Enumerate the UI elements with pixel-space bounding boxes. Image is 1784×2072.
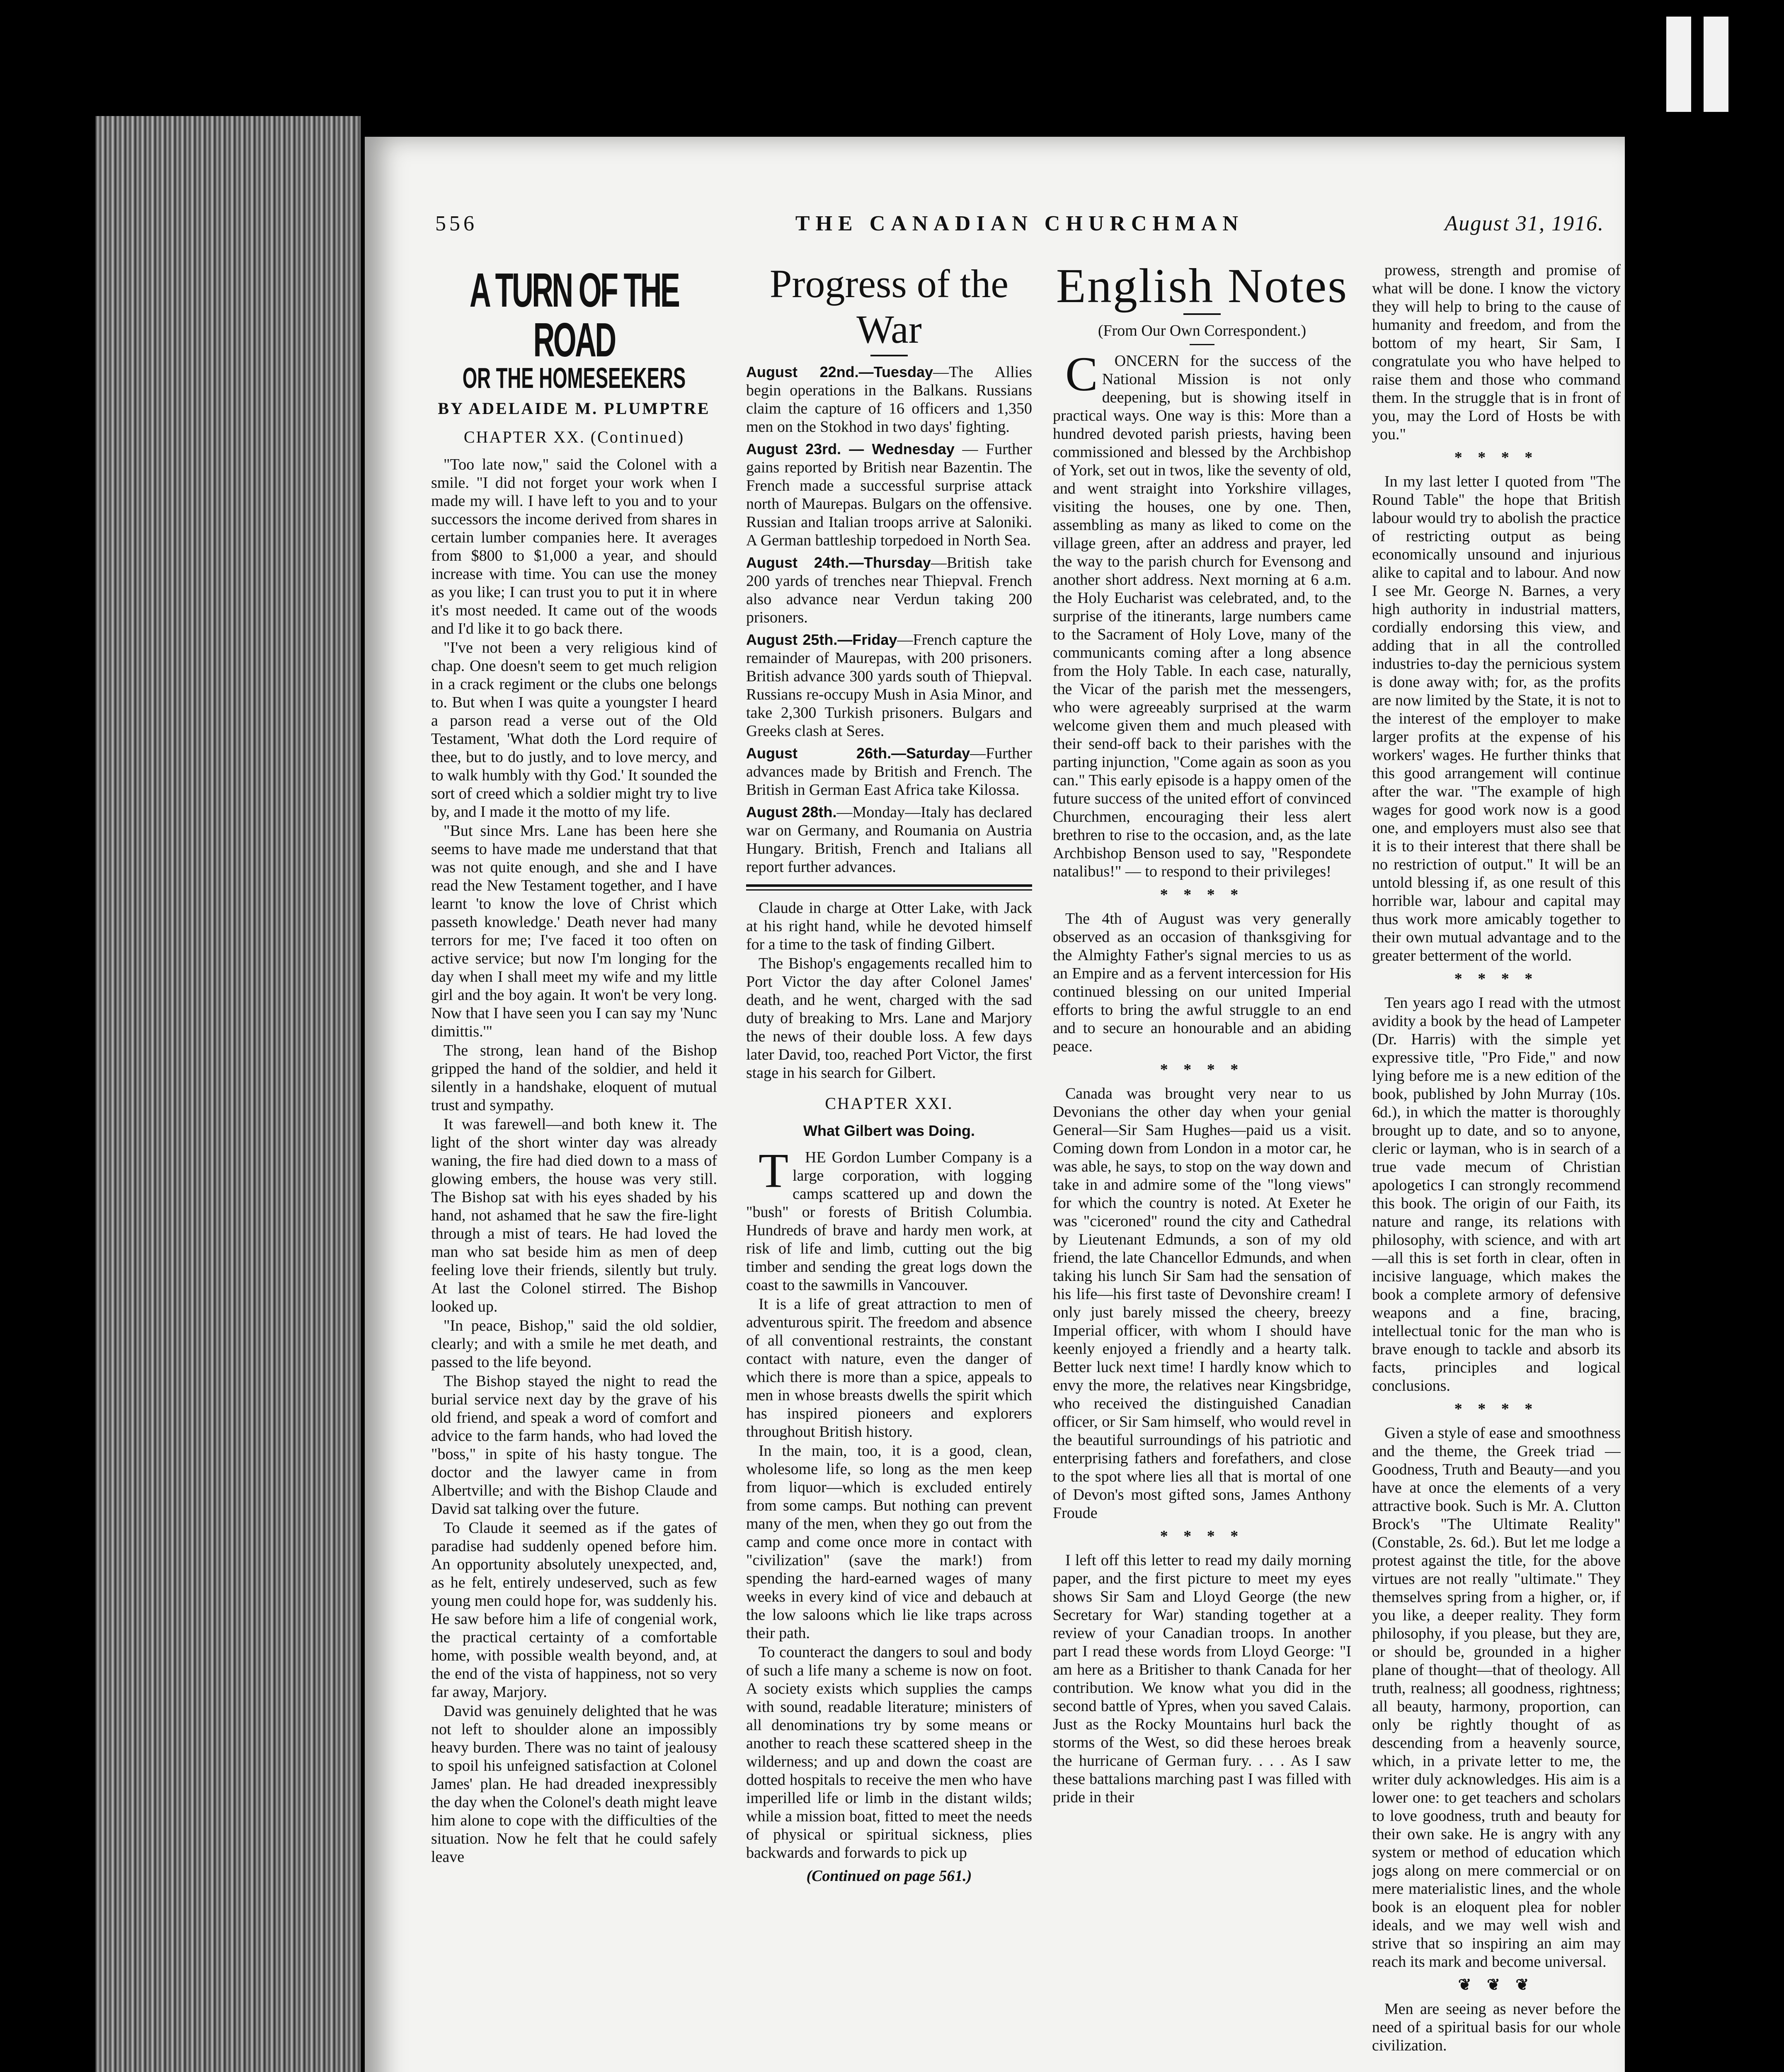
war-item-date: August 25th.—Friday <box>746 631 897 648</box>
story-subtitle: OR THE HOMESEEKERS <box>462 362 686 394</box>
publication-title: THE CANADIAN CHURCHMAN <box>795 212 1244 235</box>
notes-body-continued <box>1372 261 1621 1971</box>
chapter-heading-2: CHAPTER XXI. <box>825 1094 953 1113</box>
war-item <box>746 554 1032 627</box>
war-item-text: —British take 200 yards of trenches near Thiepval. French also advance near Verdun taking 200 prisoners. <box>746 554 1032 626</box>
story-column <box>431 261 717 2072</box>
title-rule <box>870 355 908 356</box>
paragraph: CONCERN for the success of the National Mission is not only deepening, but is showing itself in practical ways. One way is this: More than a hundred devoted parish priests, having been commissioned and blessed by the Archbishop of York, set out in twos, like the seventy of old, and went straight into Yorkshire villages, visiting the houses, one by one. Then, assembling as many as liked to come on the village green, after an address and prayer, led the way to the parish church for Evensong and another short address. Next morning at 6 a.m. the Holy Eucharist was celebrated, and, to the surprise of the itinerants, large numbers came to the Sacrament of Holy Love, many of the communicants coming after a long absence from the Holy Table. In each case, naturally, the Vicar of the parish met the messengers, who were agreeably surprised at the warm welcome given them and much pleased with their send-off back to their parishes with the parting injunction, "Come again as soon as you can." This early episode is a happy omen of the future success of the united effort of convinced Churchmen, encouraging their less alert brethren to rise to the occasion, and, as the late Archbishop Benson used to say, "Respondete natalibus!" — to respond to their privileges! <box>1053 347 1351 880</box>
issue-date: August 31, 1916. <box>1445 212 1604 235</box>
paragraph: In the main, too, it is a good, clean, wholesome life, so long as the men keep from liquor—which is excluded entirely from some camps. But nothing can prevent many of the men, when they go out from the camp and come once more in contact with "civilization" (save the mark!) from spending the hard-earned wages of many weeks in every kind of vice and debauch at the low saloons which lie like traps across their path. <box>746 1442 1032 1642</box>
war-title: Progress of the War <box>770 261 1008 351</box>
paragraph: In my last letter I quoted from "The Round Table" the hope that British labour would try to abolish the practice of restricting output as being economically unsound and injurious alike to capital and to labour. And now I see Mr. George N. Barnes, a very high authority in industrial matters, cordially endorsing this view, and adding that in all the controlled industries to-day the pernicious system is done away with; for, as the profits are now limited by the State, it is not to the interest of the employer to make larger profits at the expense of his workers' wages. He further thinks that this good arrangement will continue after the war. "The example of high wages for good work now is a good one, and employers must also see that it is to their interest that there shall be no restriction of output." It will be an untold blessing if, as one result of this horrible war, labour and capital may thus work more amicably together to their own mutual advantage and to the greater betterment of the world. <box>1372 473 1621 964</box>
war-column <box>746 261 1032 2072</box>
scan-margin-bar <box>1666 17 1691 112</box>
notes-body <box>1053 347 1351 1806</box>
paragraph: It is a life of great attraction to men of adventurous spirit. The freedom and absence of all conventional restraints, the constant contact with nature, even the danger of which there is more than a spice, appeals to men in whose breasts dwells the spirit which has inspired pioneers and explorers throughout British history. <box>746 1295 1032 1440</box>
correspondent-line: (From Our Own Correspondent.) <box>1098 322 1306 339</box>
story-title: A TURN OF THE ROAD <box>469 263 679 367</box>
chapter-heading: CHAPTER XX. (Continued) <box>463 428 685 446</box>
war-item-date: August 23rd. — Wednesday <box>746 441 955 457</box>
war-item-date: August 22nd.—Tuesday <box>746 363 933 380</box>
paragraph: prowess, strength and promise of what will be done. I know the victory they will help to bring to the cause of humanity and freedom, and from the bottom of my heart, Sir Sam, I congratulate you who have helped to raise them and those who command them. In the struggle that is in front of you, may the Lord of Hosts be with you." <box>1372 261 1621 443</box>
title-rule <box>1183 313 1221 315</box>
paragraph: To counteract the dangers to soul and body of such a life many a scheme is now on foot. A society exists which supplies the camps with sound, readable literature; ministers of all denominations try by some means or another to reach these scattered sheep in the wilderness; and up and down the coast are dotted hospitals to receive the men who have imperilled life or limb in the distant wilds; while a mission boat, fitted to meet the needs of physical or spiritual sickness, plies backwards and forwards to pick up <box>746 1644 1032 1861</box>
paragraph: "Too late now," said the Colonel with a smile. "I did not forget your work when I made my will. I have left to you and to your successors the income derived from shares in certain lumber companies here. It averages from $800 to $1,000 a year, and should increase with time. You can use the money as you like; I can trust you to put it in where it's most needed. It came out of the woods and I'd like it to go back there. <box>431 456 717 637</box>
paragraph: "But since Mrs. Lane has been here she seems to have made me understand that that was not quite enough, and she and I have read the New Testament together, and I have learnt 'to know the love of Christ which passeth knowledge.' Death never had many terrors for me; I've faced it too often on active service; but now I'm longing for the day when I shall meet my wife and my little girl and the boy again. It won't be very long. Now that I have seen you I can say my 'Nunc dimittis.'" <box>431 822 717 1040</box>
war-item-text: — Further gains reported by British near Bazentin. The French made a successful surprise attack north of Maurepas. Bulgars on the offensive. Russian and Italian troops arrive at Saloniki. A German battleship torpedoed in North Sea. <box>746 441 1032 549</box>
paragraph: David was genuinely delighted that he was not left to shoulder alone an impossibly heavy burden. There was no taint of jealousy to spoil his unfeigned satisfaction at Colonel James' plan. He had dreaded inexpressibly the day when the Colonel's death might leave him alone to cope with the difficulties of the situation. Now he felt that he could safely leave <box>431 1702 717 1866</box>
paragraph: Given a style of ease and smoothness and the theme, the Greek triad —Goodness, Truth and Beauty—and you have at once the elements of a very attractive book. Such is Mr. A. Clutton Brock's "The Ultimate Reality" (Constable, 2s. 6d.). But let me lodge a protest against the title, for the above virtues are not really "ultimate." They themselves spring from a higher, or, if you like, a deeper reality. They form philosophy, if you please, but they are, or should be, grounded in a higher plane of thought—that of theology. All truth, realness; all goodness, rightness; all beauty, harmony, proportion, can only be rightly thought of as descending from a heavenly source, which, in a private letter to me, the writer duly acknowledges. His aim is a lower one: to get teachers and scholars to love goodness, truth and beauty for their own sake. He is angry with any system or method of education which jogs along on mere commercial or on mere materialistic lines, and the whole book is an eloquent plea for nobler ideals, and we may well wish and strive that so inspiring an aim may reach its mark and become universal. <box>1372 1424 1621 1970</box>
notes-column-continued <box>1372 261 1621 2072</box>
war-item-text: —Further advances made by British and French. The British in German East Africa take Kilossa. <box>746 745 1032 799</box>
end-ornament: ❦ ❦ ❦ <box>1458 1976 1535 1994</box>
chapter-subheading: What Gilbert was Doing. <box>803 1122 975 1139</box>
paragraph: Claude in charge at Otter Lake, with Jack at his right hand, while he devoted himself for a time to the task of finding Gilbert. <box>746 899 1032 953</box>
story-body <box>431 455 717 1866</box>
war-item-text: —Monday—Italy has declared war on Germany, and Roumania on Austria Hungary. British, French and Italians all report further advances. <box>746 804 1032 876</box>
section-stars: * * * * <box>1454 970 1539 988</box>
notes-title: English Notes <box>1056 261 1348 313</box>
paragraph: "I've not been a very religious kind of chap. One doesn't seem to get much religion in a crack regiment or the clubs one belongs to. But when I was quite a youngster I heard a parson read a verse out of the Old Testament, 'What doth the Lord require of thee, but to do justly, and to love mercy, and to walk humbly with thy God.' It sounded the sort of creed which a soldier might try to live by, and I made it the motto of my life. <box>431 639 717 821</box>
war-items-list <box>746 363 1032 876</box>
continued-note: (Continued on page 561.) <box>806 1867 972 1885</box>
page-header <box>435 207 1604 244</box>
paragraph: To Claude it seemed as if the gates of paradise had suddenly opened before him. An opportunity absolutely unexpected, and, as he felt, entirely undeserved, such as few young men could hope for, was suddenly his. He saw before him a life of congenial work, the practical certainty of a comfortable home, with possible wealth beyond, and, at the end of the vista of happiness, not so very far away, Marjory. <box>431 1519 717 1701</box>
section-divider <box>746 884 1032 891</box>
war-item <box>746 631 1032 740</box>
newspaper-page <box>365 137 1625 2072</box>
chapter2-body <box>746 1143 1032 1862</box>
war-item-text: —The Allies begin operations in the Balkans. Russians claim the capture of 16 officers and 1,350 men on the Stokhod in two days' fighting. <box>746 363 1032 436</box>
section-stars: * * * * <box>1160 886 1244 903</box>
section-stars: * * * * <box>1160 1061 1244 1078</box>
scan-margin-bar <box>1704 17 1728 112</box>
page-number: 556 <box>435 212 478 235</box>
war-item-date: August 28th. <box>746 804 837 821</box>
section-stars: * * * * <box>1160 1527 1244 1545</box>
book-spine-edge <box>95 116 361 2072</box>
paragraph: The Bishop's engagements recalled him to Port Victor the day after Colonel James' death, and he went, charged with the sad duty of breaking to Mrs. Lane and Marjory the news of their double loss. A few days later David, too, reached Port Victor, the first stage in his search for Gilbert. <box>746 955 1032 1082</box>
story-byline: BY ADELAIDE M. PLUMPTRE <box>438 399 710 418</box>
story-continuation <box>746 899 1032 1082</box>
war-item-date: August 24th.—Thursday <box>746 554 931 571</box>
section-stars: * * * * <box>1454 449 1539 466</box>
paragraph: The Bishop stayed the night to read the burial service next day by the grave of his old friend, and speak a word of comfort and advice to the farm hands, who had loved the "boss," in spite of his hasty tongue. The doctor and the lawyer came in from Albertville; and with the Bishop Claude and David sat talking over the future. <box>431 1372 717 1518</box>
war-item <box>746 744 1032 799</box>
war-item-date: August 26th.—Saturday <box>746 745 970 762</box>
notes-column <box>1053 261 1351 2072</box>
paragraph: THE Gordon Lumber Company is a large corporation, with logging camps scattered up and down the "bush" or forests of British Columbia. Hundreds of brave and hardy men work, at risk of life and limb, cutting out the big timber and sending the great logs down the coast to the sawmills in Vancouver. <box>746 1143 1032 1294</box>
closing-paragraph: Men are seeing as never before the need of a spiritual basis for our whole civilization. <box>1372 2000 1621 2054</box>
paragraph: Canada was brought very near to us Devonians the other day when your genial General—Sir Sam Hughes—paid us a visit. Coming down from London in a motor car, he was able, he says, to stop on the way down and take in and admire some of the "long views" for which the country is noted. At Exeter he was "ciceroned" round the city and Cathedral by Lieutenant Edmunds, a son of my old friend, the late Chancellor Edmunds, and when taking his lunch Sir Sam had the sensation of his life—his first taste of Devonshire cream! I only just barely missed the cheery, breezy Imperial officer, with whom I should have keenly enjoyed a friendly and a hearty talk. Better luck next time! I hardly know which to envy the more, the relatives near Kingsbridge, who received the distinguished Canadian officer, or Sir Sam himself, who would revel in the beautiful surroundings of his patriotic and enterprising fathers and forefathers, and close to the spot where lies all that is mortal of one of Devon's most gifted sons, James Anthony Froude <box>1053 1085 1351 1522</box>
paragraph: The strong, lean hand of the Bishop gripped the hand of the soldier, and held it silently in a handshake, eloquent of mutual trust and sympathy. <box>431 1042 717 1114</box>
paragraph: It was farewell—and both knew it. The light of the short winter day was already waning, the fire had died down to a mass of glowing embers, the house was very still. The Bishop sat with his eyes shaded by his hand, not ashamed that he saw the fire-light through a mist of tears. He had loved the man who sat beside him as men of deep feeling love their friends, silently but truly. At last the Colonel stirred. The Bishop looked up. <box>431 1116 717 1315</box>
paragraph: The 4th of August was very generally observed as an occasion of thanksgiving for the Almighty Father's signal mercies to us as an Empire and as a fervent intercession for His continued blessing on our united Imperial efforts to bring the awful struggle to an end and to secure an honourable and an abiding peace. <box>1053 910 1351 1055</box>
war-item <box>746 440 1032 549</box>
war-item-text: —French capture the remainder of Maurepas, with 200 prisoners. British advance 300 yards south of Thiepval. Russians re-occupy Mush in Asia Minor, and take 2,300 Turkish prisoners. Bulgars and Greeks clash at Seres. <box>746 631 1032 740</box>
war-item <box>746 363 1032 436</box>
section-stars: * * * * <box>1454 1400 1539 1418</box>
war-item <box>746 803 1032 876</box>
title-rule <box>1190 344 1214 345</box>
paragraph: I left off this letter to read my daily morning paper, and the first picture to meet my eyes shows Sir Sam and Lloyd George (the new Secretary for War) standing together at a review of your Canadian troops. In another part I read these words from Lloyd George: "I am here as a Britisher to thank Canada for her contribution. We know what you did in the second battle of Ypres, when you saved Calais. Just as the Rocky Mountains hurl back the storms of the West, so did these heroes break the hurricane of German fury. . . . As I saw these battalions marching past I was filled with pride in their <box>1053 1552 1351 1806</box>
paragraph: Ten years ago I read with the utmost avidity a book by the head of Lampeter (Dr. Harris) with the simple yet expressive title, "Pro Fide," and now lying before me is a new edition of the book, published by John Murray (10s. 6d.), in which the matter is thoroughly brought up to date, and so to anyone, cleric or layman, who is in search of a true vade mecum of Christian apologetics I can strongly recommend this book. The origin of our Faith, its nature and range, its relations with philosophy, with science, and with art—all this is set forth in clear, often in incisive language, which makes the book a complete armory of defensive weapons and a fine, bracing, intellectual tonic for the man who is brave enough to tackle and absorb its facts, principles and logical conclusions. <box>1372 994 1621 1394</box>
paragraph: "In peace, Bishop," said the old soldier, clearly; and with a smile he met death, and passed to the life beyond. <box>431 1317 717 1371</box>
